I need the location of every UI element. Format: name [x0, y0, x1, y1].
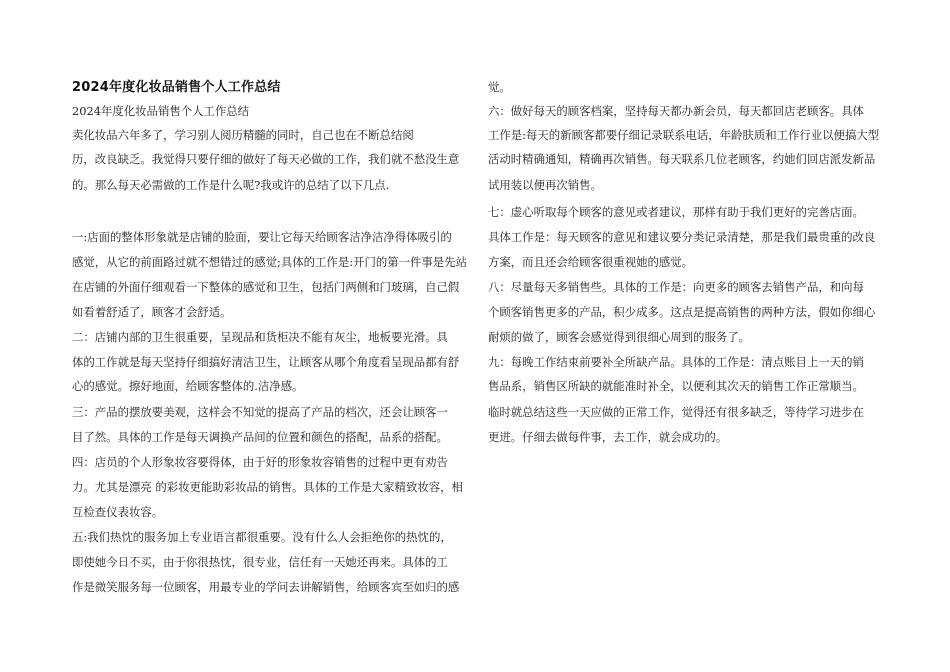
body-line: 试用装以便再次销售。 [488, 178, 602, 192]
body-line: 作是微笑服务每一位顾客，用最专业的学问去讲解销售，给顾客宾至如归的感 [72, 580, 460, 594]
body-line: 互检查仪表妆容。 [72, 505, 164, 519]
body-line: 如看着舒适了，顾客才会舒适。 [72, 305, 232, 319]
body-line: 2024年度化妆品销售个人工作总结 [72, 104, 250, 118]
body-line: 感觉，从它的前面路过就不想错过的感觉;具体的工作是:开门的第一件事是先站 [72, 255, 467, 269]
body-line: 七：虚心听取每个顾客的意见或者建议，那样有助于我们更好的完善店面。 [488, 205, 864, 219]
body-line: 体的工作就是每天坚持仔细搞好清洁卫生，让顾客从哪个角度看呈现品都有舒 [72, 355, 460, 369]
body-line: 具体工作是：每天顾客的意见和建议要分类记录清楚，那是我们最贵重的改良 [488, 230, 876, 244]
body-line: 五:我们热忱的服务加上专业语言都很重要。没有什么人会拒绝你的热忱的， [72, 530, 452, 544]
body-line: 即使她今日不买，由于你很热忱，很专业，信任有一天她还再来。具体的工 [72, 555, 448, 569]
body-line: 活动时精确通知，精确再次销售。每天联系几位老顾客，约她们回店派发新品 [488, 152, 876, 166]
body-line: 工作是:每天的新顾客都要仔细记录联系电话，年龄肤质和工作行业以便搞大型 [488, 128, 880, 142]
body-line: 八：尽量每天多销售些。具体的工作是：向更多的顾客去销售产品，和向每 [488, 280, 864, 294]
body-line: 售品系，销售区所缺的就能准时补全，以便利其次天的销售工作正常顺当。 [488, 379, 864, 393]
body-line: 目了然。具体的工作是每天调换产品间的位置和颜色的搭配，品系的搭配。 [72, 430, 448, 444]
body-line: 历，改良缺乏。我觉得只要仔细的做好了每天必做的工作，我们就不愁没生意 [72, 152, 460, 166]
body-line: 更进。仔细去做每件事，去工作，就会成功的。 [488, 430, 728, 444]
body-line: 心的感觉。擦好地面，给顾客整体的.洁净感。 [72, 379, 304, 393]
body-line: 三：产品的摆放要美观，这样会不知觉的提高了产品的档次，还会让顾客一 [72, 405, 448, 419]
body-line: 九：每晚工作结束前要补全所缺产品。具体的工作是：清点账目上一天的销 [488, 355, 864, 369]
document-title: 2024年度化妆品销售个人工作总结 [72, 80, 281, 95]
body-line: 力。尤其是漂亮 的彩妆更能助彩妆品的销售。具体的工作是大家精致妆容，相 [72, 480, 463, 494]
body-line: 六：做好每天的顾客档案，坚持每天都办新会员，每天都回店老顾客。具体 [488, 104, 864, 118]
body-line: 四：店员的个人形象妆容要得体，由于好的形象妆容销售的过程中更有劝告 [72, 455, 448, 469]
body-line: 耐烦的做了，顾客会感觉得到很细心周到的服务了。 [488, 330, 750, 344]
body-line: 二：店铺内部的卫生很重要，呈现品和货柜决不能有灰尘，地板要光滑。具 [72, 330, 448, 344]
body-line: 的。那么每天必需做的工作是什么呢?我或许的总结了以下几点. [72, 178, 390, 192]
body-line: 一:店面的整体形象就是店铺的脸面，要让它每天给顾客洁净洁净得体吸引的 [72, 230, 452, 244]
body-line: 个顾客销售更多的产品，积少成多。这点是提高销售的两种方法，假如你细心 [488, 305, 876, 319]
body-line: 觉。 [488, 80, 511, 94]
body-line: 方案，而且还会给顾客很重视她的感觉。 [488, 255, 694, 269]
body-line: 卖化妆品六年多了，学习别人阅历精髓的同时，自己也在不断总结阅 [72, 128, 414, 142]
body-line: 临时就总结这些一天应做的正常工作，觉得还有很多缺乏，等待学习进步在 [488, 405, 864, 419]
body-line: 在店铺的外面仔细观看一下整体的感觉和卫生，包括门两侧和门玻璃，自己假 [72, 280, 460, 294]
